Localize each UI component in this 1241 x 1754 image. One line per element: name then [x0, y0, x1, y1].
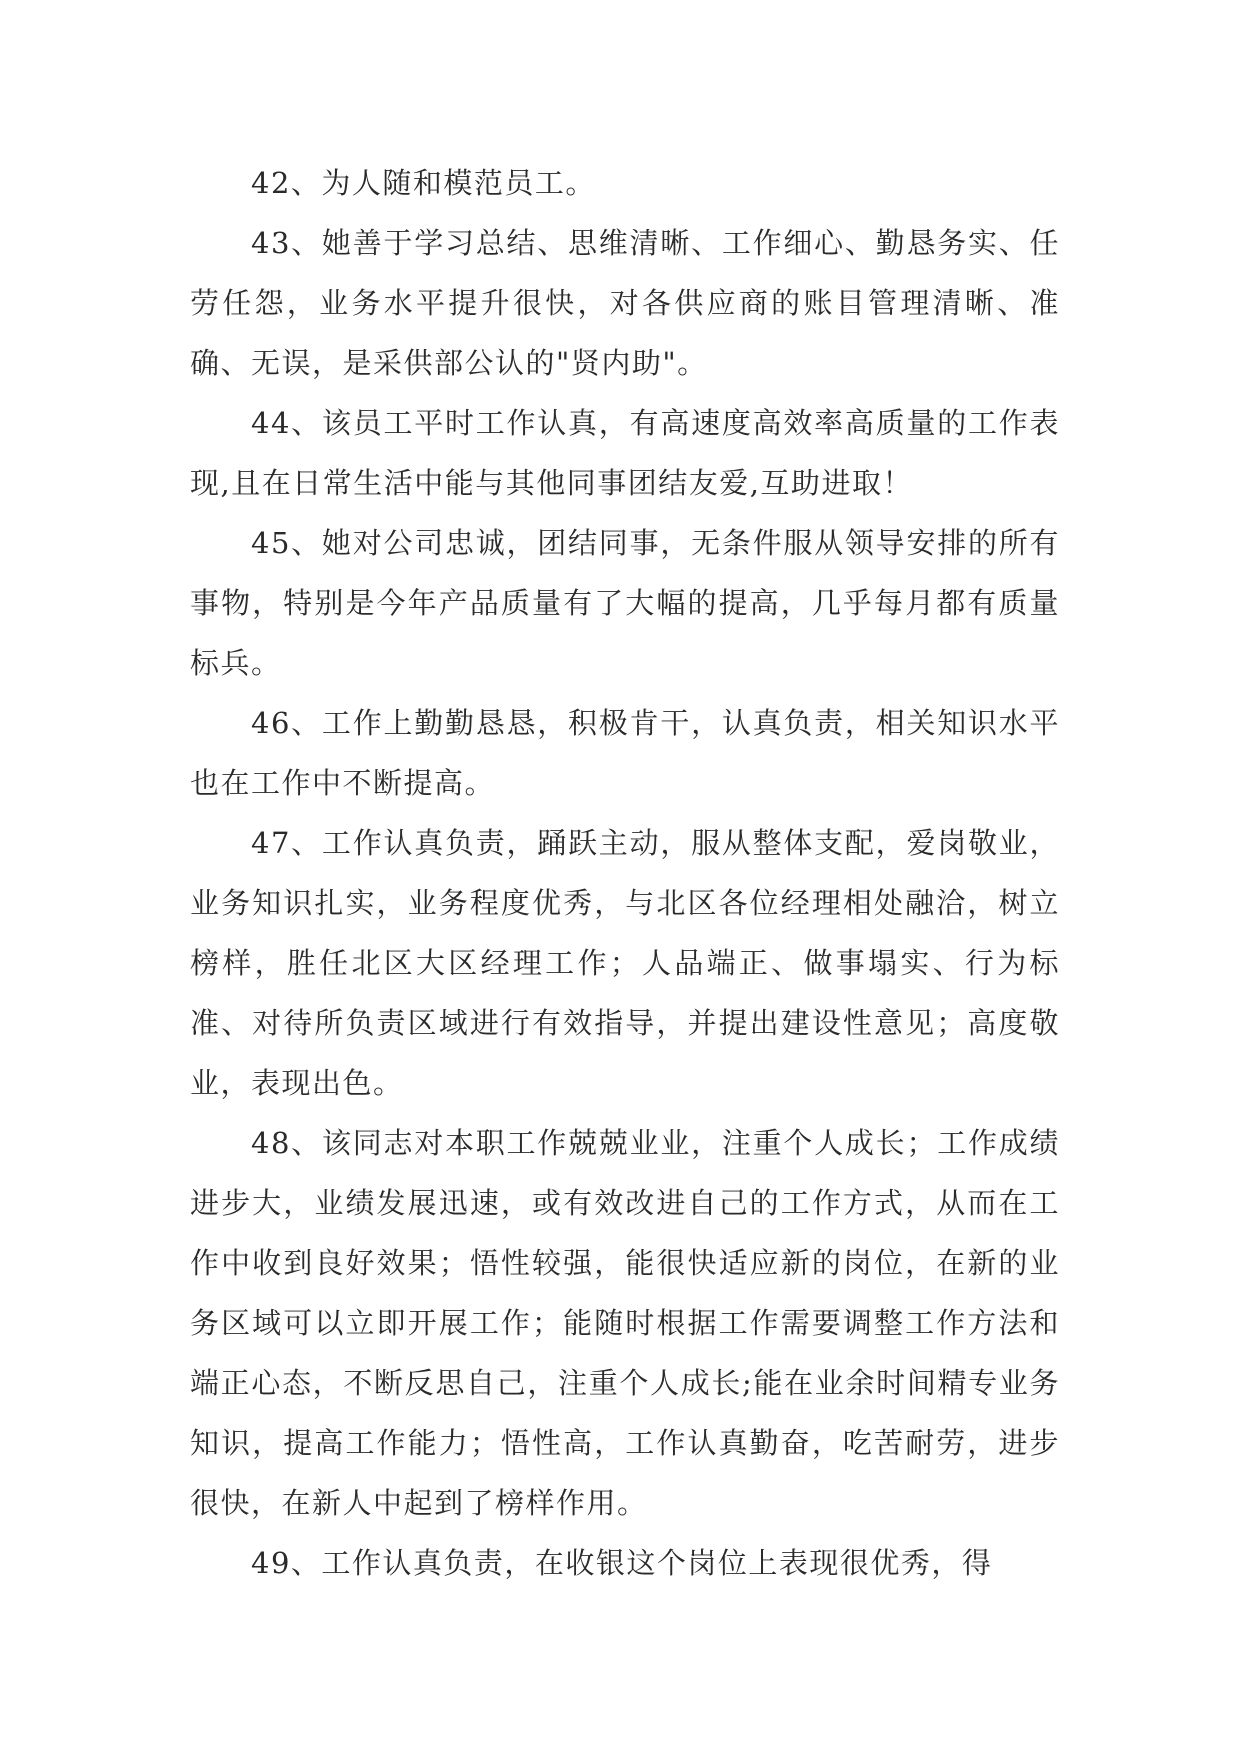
paragraph-42: 42、为人随和模范员工。	[251, 166, 596, 200]
document-body	[190, 153, 1060, 1593]
paragraph-43: 43、她善于学习总结、思维清晰、工作细心、勤恳务实、任劳任怨，业务水平提升很快，对各供应商的账目管理清晰、准确、无误，是采供部公认的"贤内助"。	[190, 226, 1060, 380]
paragraph-46: 46、工作上勤勤恳恳，积极肯干，认真负责，相关知识水平也在工作中不断提高。	[190, 706, 1060, 800]
paragraph-45: 45、她对公司忠诚，团结同事，无条件服从领导安排的所有事物，特别是今年产品质量有了大幅的提高，几乎每月都有质量标兵。	[190, 526, 1060, 680]
paragraph-48: 48、该同志对本职工作兢兢业业，注重个人成长；工作成绩进步大，业绩发展迅速，或有效改进自己的工作方式，从而在工作中收到良好效果；悟性较强，能很快适应新的岗位，在新的业务区域可以立即开展工作；能随时根据工作需要调整工作方法和端正心态，不断反思自己，注重个人成长;能在业余时间精专业务知识，提高工作能力；悟性高，工作认真勤奋，吃苦耐劳，进步很快，在新人中起到了榜样作用。	[190, 1126, 1060, 1520]
paragraph-44: 44、该员工平时工作认真，有高速度高效率高质量的工作表现,且在日常生活中能与其他同事团结友爱,互助进取！	[190, 406, 1060, 500]
paragraph-47: 47、工作认真负责，踊跃主动，服从整体支配，爱岗敬业，业务知识扎实，业务程度优秀，与北区各位经理相处融洽，树立榜样，胜任北区大区经理工作；人品端正、做事塌实、行为标准、对待所负责区域进行有效指导，并提出建设性意见；高度敬业，表现出色。	[190, 826, 1060, 1100]
paragraph-49: 49、工作认真负责，在收银这个岗位上表现很优秀，得	[251, 1546, 993, 1580]
